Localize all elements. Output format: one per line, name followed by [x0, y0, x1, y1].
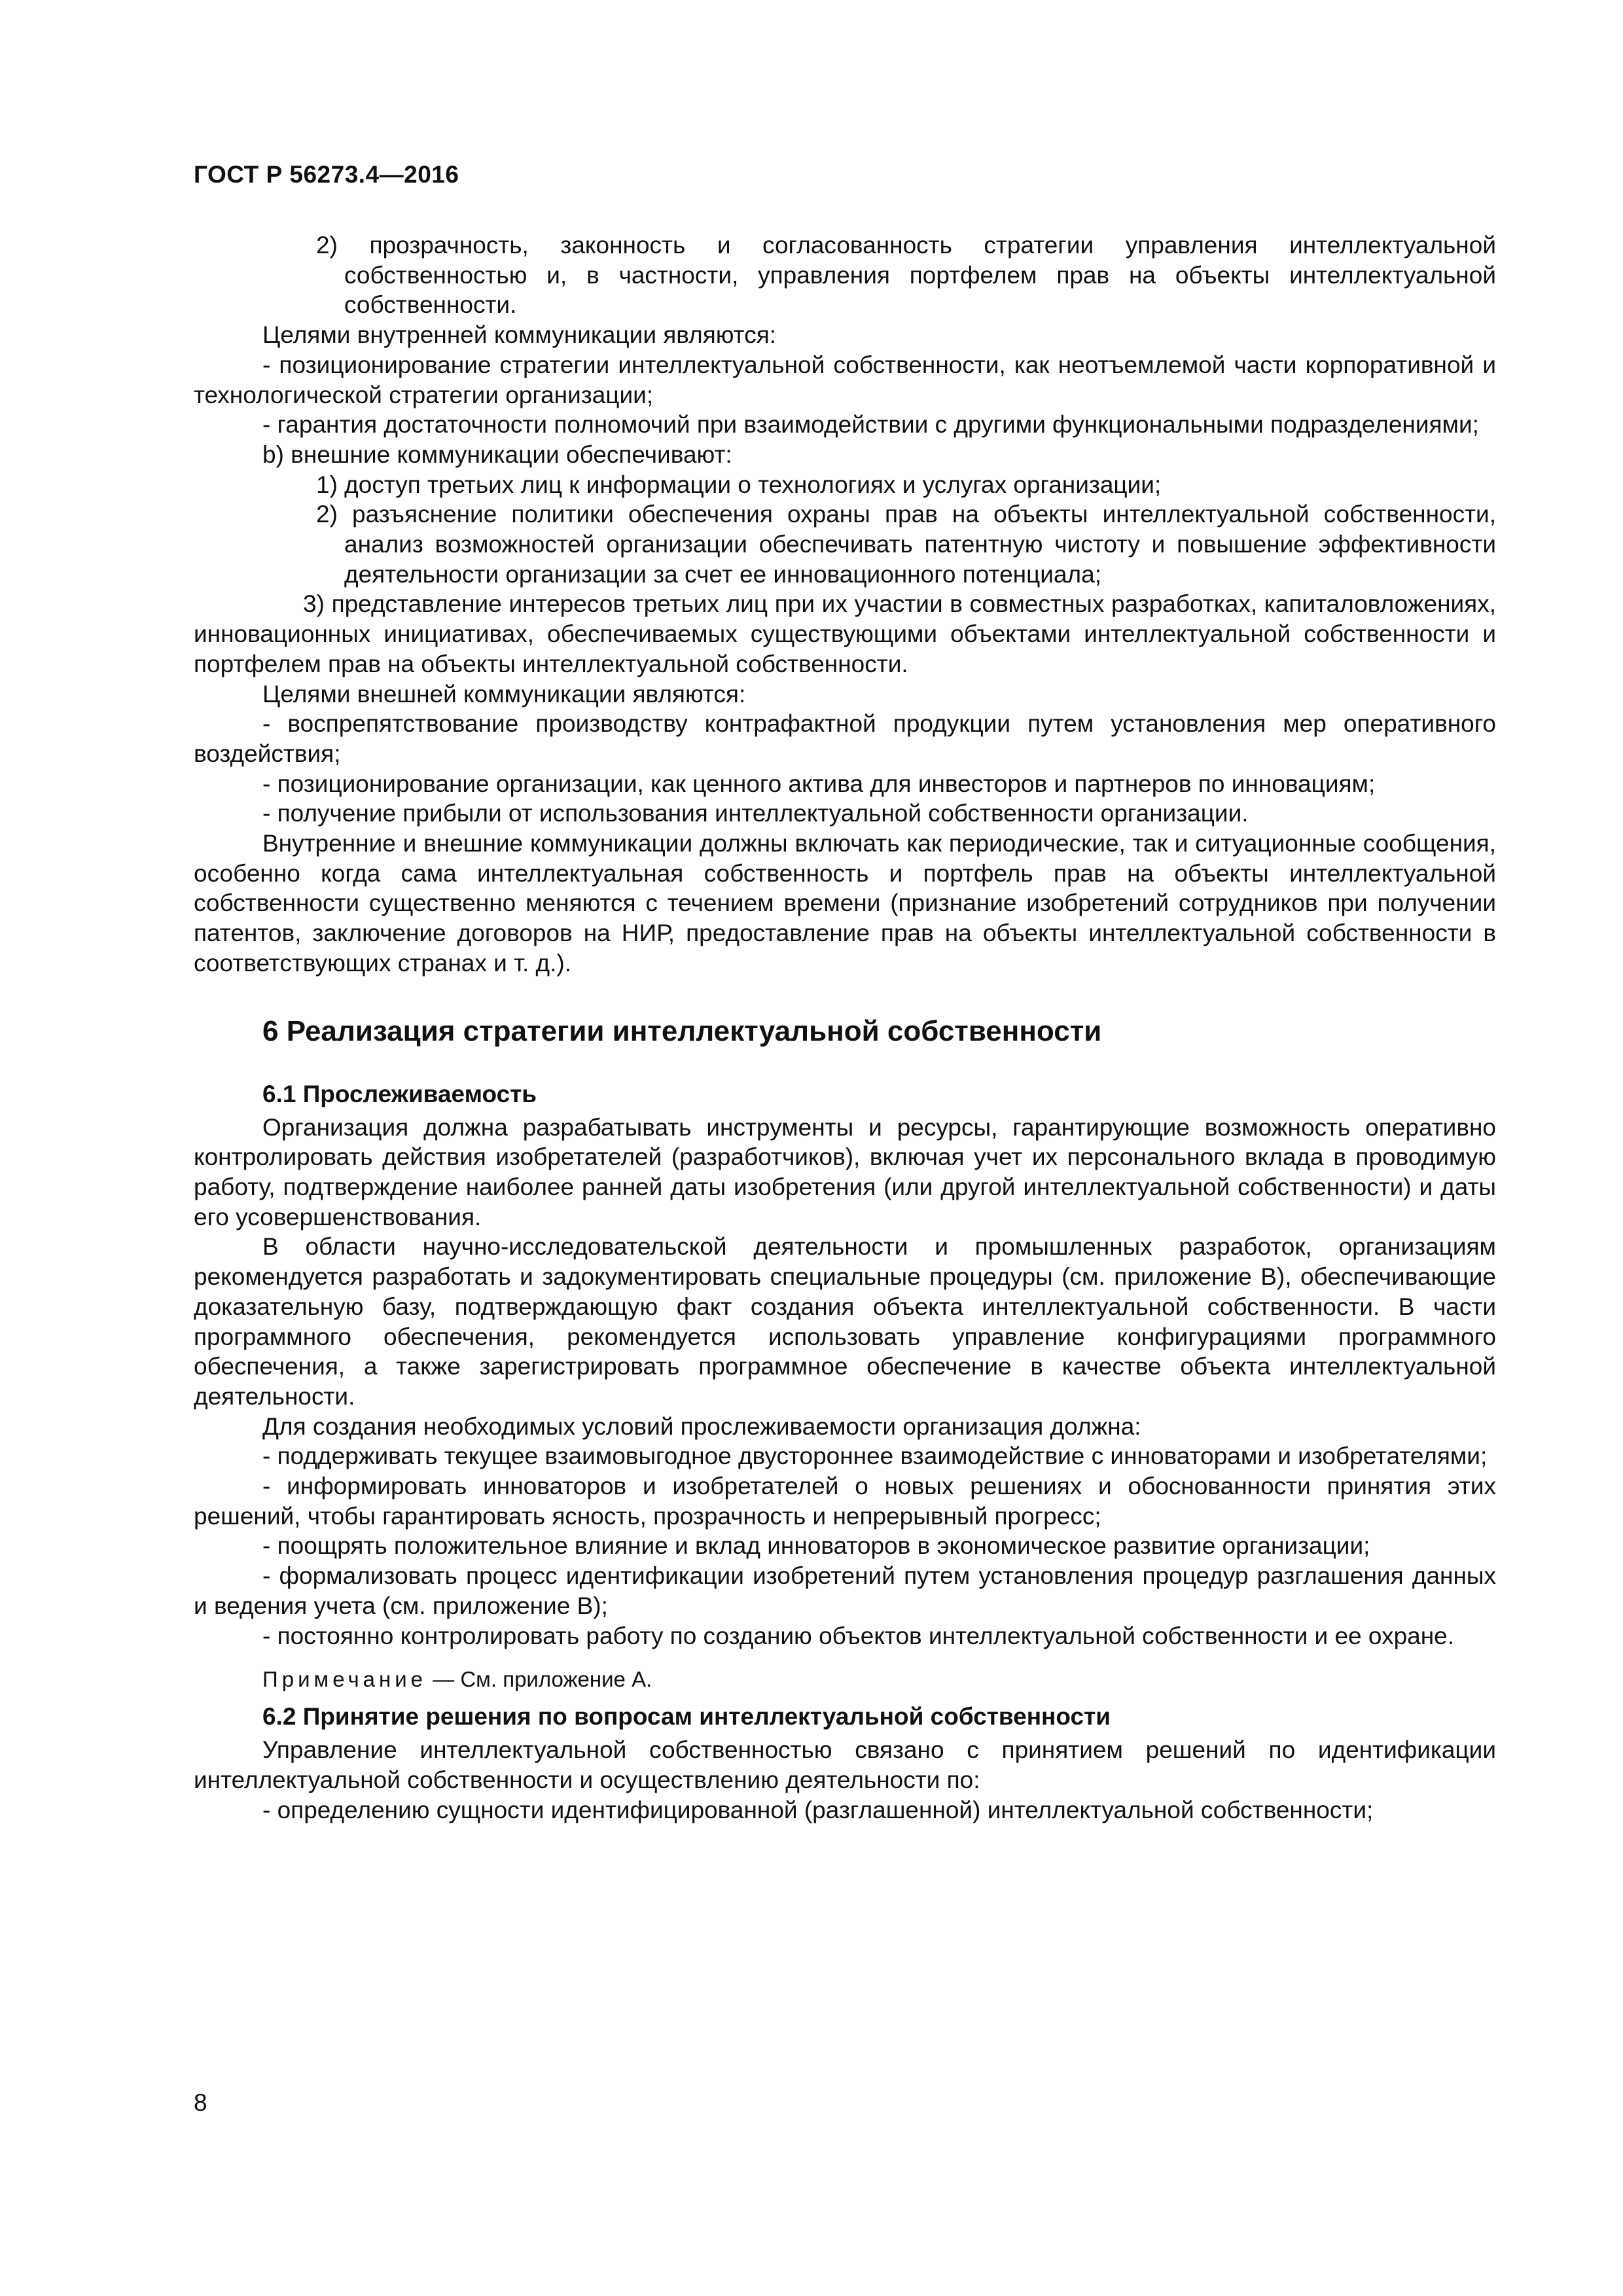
external-goal-item: - позиционирование организации, как ценного актива для инвесторов и партнеров по инновациям; — [262, 770, 1376, 797]
internal-goals-intro: Целями внутренней коммуникации являются: — [262, 321, 777, 349]
external-item: 1) доступ третьих лиц к информации о технологиях и услугах организации; — [316, 471, 1162, 498]
external-goal-item: - получение прибыли от использования интеллектуальной собственности организации. — [262, 800, 1249, 827]
internal-goal-item: - гарантия достаточности полномочий при взаимодействии с другими функциональными подразделениями; — [262, 411, 1479, 439]
subsection-heading-6-1: 6.1 Прослеживаемость — [262, 1080, 537, 1107]
paragraph: Управление интеллектуальной собственностью связано с принятием решений по идентификации интеллектуальной собственности и осуществлению деятельности по: — [194, 1736, 1496, 1793]
external-item: 3) представление интересов третьих лиц при их участии в совместных разработках, капиталовложениях, инновационных инициативах, обеспечиваемых существующими объектами интеллектуальной собственности и портфелем прав на объекты интеллектуальной собственности. — [194, 590, 1496, 677]
paragraph: В области научно-исследовательской деятельности и промышленных разработок, организациям рекомендуется разработать и задокументировать специальные процедуры (см. приложение В), обеспечивающие доказательную базу, подтверждающую факт создания объекта интеллектуальной собственности. В части программного обеспечения, рекомендуется использовать управление конфигурациями программного обеспечения, а также зарегистрировать программное обеспечение в качестве объекта интеллектуальной деятельности. — [194, 1233, 1496, 1410]
communications-paragraph: Внутренние и внешние коммуникации должны включать как периодические, так и ситуационные сообщения, особенно когда сама интеллектуальная собственность и портфель прав на объекты интеллектуальной собственности существенно меняются с течением времени (признание изобретений сотрудников при получении патентов, заключение договоров на НИР, предоставление прав на объекты интеллектуальной собственности в соответствующих странах и т. д.). — [194, 830, 1496, 977]
traceability-item: - информировать инноваторов и изобретателей о новых решениях и обоснованности принятия этих решений, чтобы гарантировать ясность, прозрачность и непрерывный прогресс; — [194, 1473, 1496, 1530]
internal-goal-item: - позиционирование стратегии интеллектуальной собственности, как неотъемлемой части корпоративной и технологической стратегии организации; — [194, 351, 1496, 408]
subsection-heading-6-2: 6.2 Принятие решения по вопросам интеллектуальной собственности — [262, 1703, 1111, 1731]
traceability-item: - формализовать процесс идентификации изобретений путем установления процедур разглашения данных и ведения учета (см. приложение В); — [194, 1562, 1496, 1619]
external-item: 2) разъяснение политики обеспечения охраны прав на объекты интеллектуальной собственности, анализ возможностей организации обеспечивать патентную чистоту и повышение эффективности деятельности организации за счет ее инновационного потенциала; — [316, 501, 1496, 588]
page-number: 8 — [194, 2089, 207, 2116]
list-item-external: b) внешние коммуникации обеспечивают: — [262, 440, 732, 468]
page-body — [194, 230, 1496, 1825]
external-goals-intro: Целями внешней коммуникации являются: — [262, 680, 746, 708]
paragraph: Для создания необходимых условий прослеживаемости организация должна: — [262, 1412, 1141, 1440]
traceability-item: - поддерживать текущее взаимовыгодное двустороннее взаимодействие с инноваторами и изобретателями; — [262, 1443, 1488, 1470]
section-heading-6: 6 Реализация стратегии интеллектуальной собственности — [262, 1014, 1102, 1047]
note — [194, 1665, 1496, 1694]
list-item-transparency: 2) прозрачность, законность и согласованность стратегии управления интеллектуальной собственностью и, в частности, управления портфелем прав на объекты интеллектуальной собственности. — [316, 232, 1496, 319]
note-label: Примечание — [262, 1667, 427, 1692]
traceability-item: - постоянно контролировать работу по созданию объектов интеллектуальной собственности и ее охране. — [262, 1622, 1455, 1649]
decision-item: - определению сущности идентифицированной (разглашенной) интеллектуальной собственности; — [262, 1796, 1374, 1823]
document-header: ГОСТ Р 56273.4—2016 — [194, 161, 459, 188]
external-goal-item: - воспрепятствование производству контрафактной продукции путем установления мер оперативного воздействия; — [194, 710, 1496, 767]
paragraph: Организация должна разрабатывать инструменты и ресурсы, гарантирующие возможность оперативно контролировать действия изобретателей (разработчиков), включая учет их персонального вклада в проводимую работу, подтверждение наиболее ранней даты изобретения (или другой интеллектуальной собственности) и даты его усовершенствования. — [194, 1113, 1496, 1230]
traceability-item: - поощрять положительное влияние и вклад инноваторов в экономическое развитие организации; — [262, 1532, 1370, 1560]
note-text: — См. приложение А. — [427, 1667, 652, 1692]
